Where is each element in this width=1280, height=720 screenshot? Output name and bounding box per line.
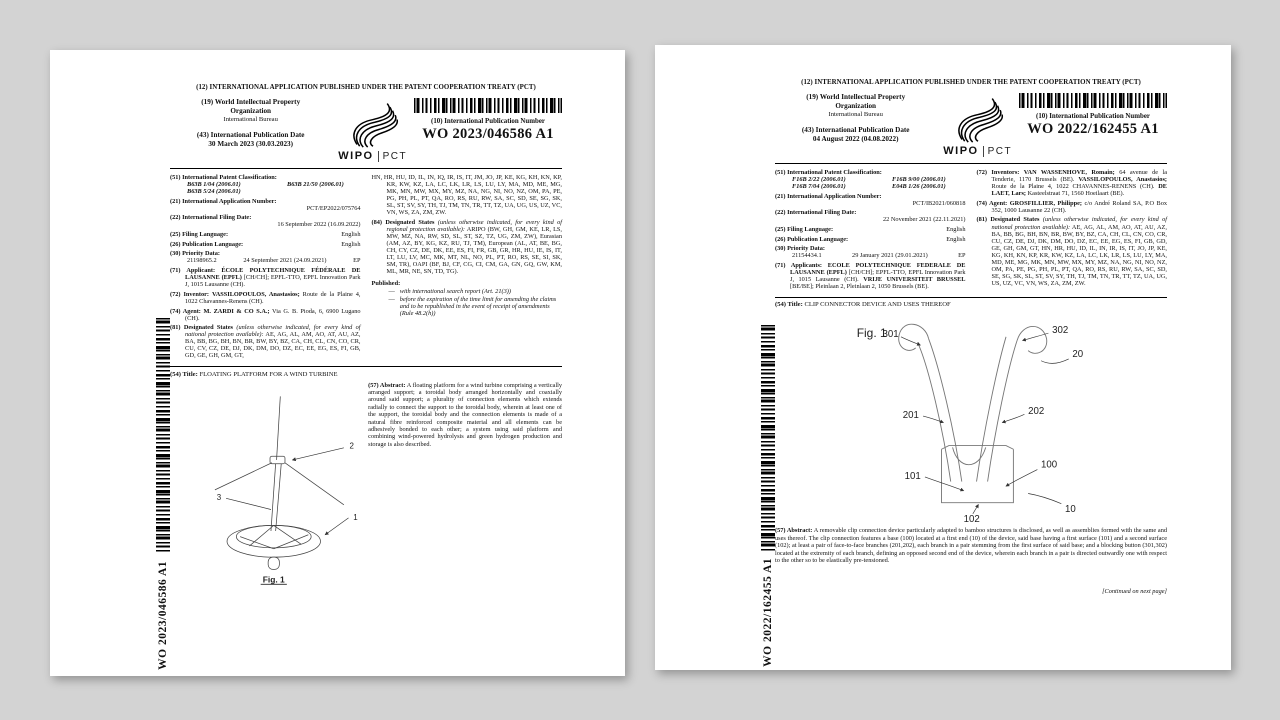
biblio-right-column: [372, 174, 563, 362]
wipo-org-block: [170, 98, 331, 149]
org-line2: Organization: [835, 102, 877, 110]
field-publication-language: (26) Publication Language: English: [170, 240, 361, 248]
wipo-text: WIPO: [338, 150, 374, 162]
treaty-line: (12) INTERNATIONAL APPLICATION PUBLISHED UNDER THE PATENT COOPERATION TREATY (PCT): [801, 79, 1141, 86]
wipo-swirl-icon: [346, 100, 400, 148]
designated-states-continuation: HN, HR, HU, ID, IL, IN, IQ, IR, IS, IT, JM, JO, JP, KE, KG, KH, KN, KP, KR, KW, KZ, LA, LC, LK, LR, LS, LU, LY, MA, MD, ME, MG, MK, MN, MW, MX, MY, MZ, NA, NG, NI, NO, NZ, OM, PA, PE, PG, PH, PL, PT, QA, RO, RS, RU, RW, SA, SC, SD, SE, SG, SK, SL, ST, SV, SY, TH, TJ, TM, TN, TR, TT, TZ, UA, UG, US, UZ, VC, VN, WS, ZA, ZM, ZW.: [371, 174, 562, 217]
fig-label-3: 3: [216, 492, 222, 502]
pub-number-label: (10) International Publication Number: [1036, 113, 1150, 120]
biblio-left-column: [775, 169, 966, 293]
field-application-number: (21) International Application Number: PCT/EP2022/075764: [170, 197, 361, 212]
wipo-logo: [331, 100, 414, 162]
clip-connector-drawing-icon: [806, 311, 1136, 523]
barcode-vertical-icon: [761, 325, 775, 551]
field-priority-data: (30) Priority Data: 21198965.2 24 September 2021 (24.09.2021) EP: [170, 250, 361, 265]
field-filing-language: (25) Filing Language: English: [775, 226, 966, 234]
fig-label-20: 20: [1072, 349, 1084, 361]
logo-divider: [378, 151, 379, 162]
field-inventor: (72) Inventor: VASSILOPOULOS, Anastasios; Route de la Plaine 4, 1022 Chavannes-Renens (CH).: [170, 290, 361, 305]
wind-turbine-figure: [170, 382, 358, 599]
page-header: [775, 93, 1167, 157]
logo-divider: [983, 146, 984, 157]
wipo-swirl-icon: [951, 95, 1005, 143]
field-filing-date: (22) International Filing Date: 16 September 2022 (16.09.2022): [170, 214, 361, 229]
publication-number: WO 2022/162455 A1: [1027, 121, 1159, 137]
field-published: Published: — with international search report (Art. 21(3)) — before the expiration of the time limit for amending the claims and to be republished in the event of receipt of amendments (Rule 48.2(h)): [371, 280, 557, 318]
field-agent: (74) Agent: GROSFILLIER, Philippe; c/o André Roland SA, P.O Box 352, 1000 Lausanne 22 (CH).: [976, 199, 1167, 214]
field-applicant: (71) Applicant: ÉCOLE POLYTECHNIQUE FÉDÉRALE DE LAUSANNE (EPFL) [CH/CH]; EPFL-TTO, EPFL Innovation Park J, 1015 Lausanne (CH).: [170, 267, 361, 289]
publication-number-block: [414, 98, 562, 143]
fig-label-301: 301: [882, 329, 899, 341]
sidebar-publication-number: WO 2023/046586 A1: [157, 561, 169, 670]
barcode-horizontal-icon: [414, 98, 562, 113]
header-rule: [775, 163, 1167, 164]
field-priority-data: (30) Priority Data: 21154434.1 29 January 2021 (29.01.2021) EP: [775, 245, 966, 260]
continued-note: [Continued on next page]: [1102, 588, 1167, 596]
field-designated-states-national: (81) Designated States (unless otherwise indicated, for every kind of national protection available): AE, AG, AL, AM, AO, AT, AU, AZ, BA, BB, BG, BH, BN, BR, BW, BY, BZ, CA, CH, CL, CN, CO, CR, CU, CV, CZ, DE, DJ, DK, DM, DO, DZ, EC, EE, EG, ES, FI, GB, GD, GE, GH, GM, GT,: [170, 324, 361, 360]
left-page-content: [170, 84, 562, 599]
fig-label-302: 302: [1052, 325, 1069, 337]
title-row: (54) Title: CLIP CONNECTOR DEVICE AND USES THEREOF: [775, 301, 951, 309]
wind-turbine-drawing-icon: [170, 382, 385, 594]
fig-label-201: 201: [902, 410, 919, 422]
treaty-line: (12) INTERNATIONAL APPLICATION PUBLISHED UNDER THE PATENT COOPERATION TREATY (PCT): [196, 84, 536, 91]
pub-date-label: (43) International Publication Date: [196, 131, 305, 140]
barcode-vertical-icon: [156, 318, 170, 554]
publication-number: WO 2023/046586 A1: [422, 126, 554, 142]
fig-label-10: 10: [1065, 504, 1076, 516]
org-line1: (19) World Intellectual Property: [201, 98, 301, 106]
org-bureau: International Bureau: [223, 116, 278, 123]
org-bureau: International Bureau: [828, 111, 883, 118]
pct-text: PCT: [382, 150, 408, 162]
pub-date-value: 04 August 2022 (04.08.2022): [812, 135, 899, 144]
wipo-pct-wordmark: [943, 145, 1012, 157]
bibliographic-columns: [170, 174, 562, 362]
wipo-logo: [936, 95, 1019, 157]
patent-page-right: [655, 45, 1231, 670]
abstract-block: (57) Abstract: A removable clip connection device particularly adapted to bamboo structures is disclosed, as well as assemblies formed with the same and uses thereof. The clip connection features a base (100) located at a first end (10) of the device, said base having a first surface (101) and a second surface (102); at least a pair of face-to-face branches (201,202), each branch in a pair stemming from the first surface of said base; and a blocking button (301,302) located at the extremity of each branch, defining an opposed second end of the device, wherein each branch in a pair is directed outwardly one with respect to the other so to be elastically pre-tensioned.: [775, 527, 1167, 565]
header-rule: [170, 168, 562, 169]
field-application-number: (21) International Application Number: PCT/IB2021/060818: [775, 192, 966, 207]
patent-page-left: [50, 50, 625, 676]
pub-date-label: (43) International Publication Date: [801, 126, 910, 135]
biblio-left-column: [170, 174, 361, 362]
org-line1: (19) World Intellectual Property: [806, 93, 906, 101]
figure-abstract-section: [170, 382, 562, 599]
field-inventors: (72) Inventors: VAN WASSENHOVE, Romain; 64 avenue de la Tenderie, 1170 Brussels (BE). VASSILOPOULOS, Anastasios; Route de la Plaine 4, 1022 CHAVANNES-RENENS (CH). DE LAET, Lars; Kasteelstraat 71, 1560 Hoeilaart (BE).: [976, 169, 1168, 198]
org-line2: Organization: [230, 107, 272, 115]
field-ipc: (51) International Patent Classification: F16B 2/22 (2006.01) F16B 9/00 (2006.01) F16B 7/04 (2006.01) E04B 1/26 (2006.01): [775, 169, 946, 191]
pct-text: PCT: [987, 145, 1013, 157]
wipo-pct-wordmark: [338, 150, 407, 162]
title-row: (54) Title: FLOATING PLATFORM FOR A WIND TURBINE: [170, 370, 338, 378]
fig-label-102: 102: [963, 514, 980, 524]
page-header: [170, 98, 562, 162]
fig-label-100: 100: [1041, 460, 1058, 472]
field-designated-states-regional: (84) Designated States (unless otherwise indicated, for every kind of regional protection available): ARIPO (BW, GH, GM, KE, LR, LS, MW, MZ, NA, RW, SD, SL, ST, SZ, TZ, UG, ZM, ZW), Eurasian (AM, AZ, BY, KG, KZ, RU, TJ, TM), European (AL, AT, BE, BG, CH, CY, CZ, DE, DK, EE, ES, FI, FR, GB, GR, HR, HU, IE, IS, IT, LT, LU, LV, MC, MK, MT, NL, NO, PL, PT, RO, RS, SE, SI, SK, SM, TR), OAPI (BF, BJ, CF, CG, CI, CM, GA, GN, GQ, GW, KM, ML, MR, NE, SN, TD, TG).: [371, 218, 563, 276]
pub-number-label: (10) International Publication Number: [431, 118, 545, 125]
right-page-content: [775, 79, 1167, 595]
fig-label-101: 101: [904, 471, 921, 483]
field-publication-language: (26) Publication Language: English: [775, 235, 966, 243]
bibliographic-columns: [775, 169, 1167, 293]
barcode-horizontal-icon: [1019, 93, 1167, 108]
figure-caption: Fig. 1: [262, 573, 285, 584]
wipo-text: WIPO: [943, 145, 979, 157]
field-filing-date: (22) International Filing Date: 22 November 2021 (22.11.2021): [775, 209, 966, 224]
title-rule: [170, 366, 562, 367]
fig-label-202: 202: [1028, 406, 1045, 418]
sidebar-publication-number: WO 2022/162455 A1: [762, 558, 774, 667]
abstract-block: (57) Abstract: A floating platform for a wind turbine comprising a vertically arranged support; a toroidal body arranged horizontally and coaxially around said support; a plurality of connection elements which extends radially to connect the support to the toroidal body, wherein at least one of the support, the toroidal body and the connection elements is made of a natural fibre reinforced composite material and all elements can be adhesively bonded to each other; a system using said platform and combining wind-powered hydrolysis and green hydrogen production and storage is also described.: [368, 381, 562, 448]
field-designated-states-national: (81) Designated States (unless otherwise indicated, for every kind of national protection available): AE, AG, AL, AM, AO, AT, AU, AZ, BA, BB, BG, BH, BN, BR, BW, BY, BZ, CA, CH, CL, CN, CO, CR, CU, CZ, DE, DJ, DK, DM, DO, DZ, EC, EE, EG, ES, FI, GB, GD, GE, GH, GM, GT, HN, HR, HU, ID, IL, IN, IR, IS, IT, JO, JP, KE, KG, KH, KN, KP, KR, KW, KZ, LA, LC, LK, LR, LS, LU, LY, MA, MD, ME, MG, MK, MN, MW, MX, MY, MZ, NA, NG, NI, NO, NZ, OM, PA, PE, PG, PH, PL, PT, QA, RO, RS, RU, RW, SA, SC, SD, SE, SG, SK, SL, ST, SV, SY, TH, TJ, TM, TN, TR, TT, TZ, UA, UG, US, UZ, VC, VN, WS, ZA, ZM, ZW.: [976, 216, 1168, 287]
title-rule: [775, 297, 1167, 298]
field-applicants: (71) Applicants: ECOLE POLYTECHNIQUE FEDERALE DE LAUSANNE (EPFL) [CH/CH]; EPFL-TTO, EPFL Innovation Park J, 1015 Lausanne (CH). VRIJE UNIVERSITEIT BRUSSEL [BE/BE]; Pleinlaan 2, Pleinlaan 2, 1050 Brussels (BE).: [775, 262, 966, 291]
publication-number-block: [1019, 93, 1167, 138]
field-agent: (74) Agent: M. ZARDI & CO S.A.; Via G. B. Pioda, 6, 6900 Lugano (CH).: [170, 307, 361, 322]
field-ipc: (51) International Patent Classification: B63B 1/04 (2006.01) B63B 21/50 (2006.01) B63B 5/24 (2006.01): [170, 174, 344, 196]
fig-label-1: 1: [353, 512, 358, 522]
biblio-right-column: [977, 169, 1168, 293]
wipo-org-block: [775, 93, 936, 144]
fig-label-2: 2: [349, 441, 354, 451]
pub-date-value: 30 March 2023 (30.03.2023): [208, 140, 294, 149]
figure-caption: Fig. 1: [856, 326, 887, 341]
clip-connector-figure: [775, 311, 1167, 523]
field-filing-language: (25) Filing Language: English: [170, 231, 361, 239]
